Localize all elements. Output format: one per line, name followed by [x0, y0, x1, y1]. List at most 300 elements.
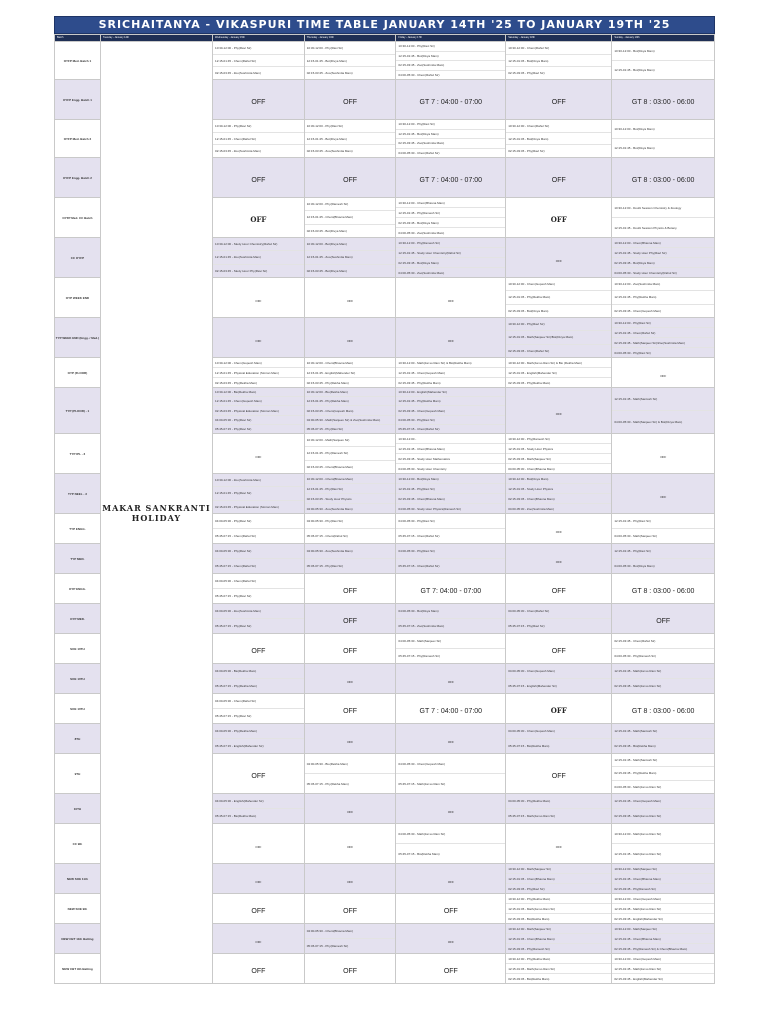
off-cell [506, 544, 612, 574]
class-slot: 12:15-01:45 - Phy(Ravi Sir) [213, 487, 304, 500]
class-slot: 02:15-03:45 - English(Mahender Sir) [614, 976, 663, 981]
batch-name: OYFP Med. Batch 1 [55, 42, 101, 80]
class-slot: 12:15-01:45 - English(Mahender Sir) [305, 368, 396, 378]
class-slot: 04:00-05:30 - Zoo(Sushmita Mam) [213, 604, 304, 619]
off-cell [612, 694, 715, 724]
class-slot: 02:15-03:45 - Phy(Rekha Mam) [612, 767, 714, 780]
class-slot: 02:15-03:45 - Phy(Rekha Mam) [508, 380, 551, 385]
schedule-cell [213, 474, 305, 514]
schedule-cell [304, 42, 396, 80]
class-slot: 12:15-01:45 - Chem(Rahul Sir) [213, 55, 304, 68]
class-slot: 04:00-05:30 - Phy(Ramesh Sir) [614, 654, 656, 658]
off-cell [612, 80, 715, 120]
off-label: OFF [347, 844, 354, 849]
schedule-cell [213, 358, 305, 388]
column-header: Wednesday - January 15th [213, 35, 305, 42]
off-cell [304, 864, 396, 894]
off-cell [612, 358, 715, 388]
class-slot: 02:15-03:45 - Bio(Rekha Mam) [614, 744, 656, 748]
schedule-cell [506, 434, 612, 474]
schedule-cell [506, 924, 612, 954]
class-slot: 10:30-12:00 - Chem(Bhavna Mam) [396, 198, 505, 208]
class-slot: 04:00-05:30 - Phy(Ravi Sir) [396, 416, 505, 425]
off-label: OFF [555, 529, 562, 534]
column-header: Friday - January 17th [396, 35, 506, 42]
batch-name: 9TH [55, 754, 101, 794]
class-slot: 05:45-07:15 - Chem(Rahul Sir) [215, 564, 257, 568]
off-cell [506, 694, 612, 724]
schedule-cell [612, 954, 715, 984]
off-label: OFF [555, 559, 562, 564]
schedule-cell [396, 388, 506, 434]
class-slot: 02:15-03:45 - Chem(Bhavna Mam) [306, 464, 354, 469]
class-slot: 12:15-01:45 - Chem(Bhavna Mam) [305, 211, 396, 224]
class-slot: 12:15-01:45 - Phy(Rekha Mam) [305, 397, 396, 406]
schedule-cell [506, 864, 612, 894]
schedule-cell [304, 544, 396, 574]
class-slot: 02:15-03:45 - Chem(Bhavna Mam) [506, 494, 611, 504]
class-slot: 12:15-01:45 - Math(Jai so Ram Sir) [612, 664, 714, 679]
class-slot: 02:15-03:45 - Chem(Bhavna Mam) [396, 494, 505, 504]
schedule-cell [612, 120, 715, 158]
off-cell [304, 574, 396, 604]
off-cell [213, 278, 305, 318]
class-slot: 12:15-01:45 - Bot(Divya Mam) [614, 146, 655, 150]
class-slot: 12:15-01:45 - Phy(Ramesh Sir) [305, 447, 396, 460]
off-cell [612, 604, 715, 634]
class-slot: 04:00-05:30 - Chem(Rahul Sir) [213, 574, 304, 589]
off-label: OFF [551, 176, 566, 184]
class-slot: 04:00-05:30 - Phy(Ravi Sir) [396, 544, 505, 559]
class-slot: 02:15-03:45 - Phy(Rekha Mam) [398, 380, 441, 385]
class-slot: 12:15-01:45 - Doubt Session Physics & Botany [614, 225, 677, 230]
class-slot: 02:15-03:45 - Phy(Ravi Sir) [508, 886, 545, 891]
off-cell [612, 474, 715, 514]
class-slot: 10:30-12:00 - Math(Jai so Ram Sir) [612, 824, 714, 844]
off-cell [213, 634, 305, 664]
class-slot: 10:30-12:00 - Math(Jai so Ram Sir) & Bio (Rekha Mam) [506, 358, 611, 368]
off-label: OFF [343, 176, 358, 184]
off-label: OFF [447, 739, 454, 744]
class-slot: 05:45-07:15 - Bio(Rekha Mam) [508, 744, 550, 748]
class-slot: 10:30-12:00 - Phy(Ramesh Sir) [396, 238, 505, 248]
class-slot: 10:30-12:00 - Chem(Gopesh Mam) [612, 894, 714, 904]
schedule-cell [506, 664, 612, 694]
class-slot: 12:15-01:45 - Chem(Gopesh Mam) [213, 397, 304, 406]
class-slot: 04:00-05:30 - Chem(Rahul Sir) [398, 150, 440, 155]
off-label: OFF [343, 98, 358, 106]
off-cell [213, 754, 305, 794]
off-cell [304, 318, 396, 358]
class-slot: 12:15-01:45 - Phy(Rekha Mam) [612, 291, 714, 304]
class-slot: 02:15-03:45 - Phy(Ramesh Sir) & Chem(Bhavna Mam) [614, 946, 688, 951]
off-label: OFF [347, 739, 354, 744]
class-slot: 10:30-12:00 - Phy(Ravi Sir) [305, 42, 396, 55]
off-cell [506, 388, 612, 434]
class-slot: 10:30-12:00 - Bot(Divya Mam) [612, 120, 714, 139]
class-slot: 12:15-01:45 - Chem(Rahul Sir) [213, 133, 304, 146]
off-label: GT 8 : 03:00 - 06:00 [631, 707, 695, 715]
class-slot: 12:15-01:45 - Chem(Bhavna Mam) [506, 934, 611, 944]
schedule-cell [213, 794, 305, 824]
class-slot: 12:15-01:45 - Math(Santosh Sir) [612, 388, 714, 411]
class-slot: 12:15-01:45 - Study Hour Physics [506, 444, 611, 454]
schedule-cell [304, 388, 396, 434]
class-slot: 12:15-01:45 - Study Hour Physics [506, 484, 611, 494]
off-cell [396, 894, 506, 924]
class-slot: 02:15-03:45 - Math(Jai so Ram Sir) [614, 684, 662, 688]
schedule-cell [304, 120, 396, 158]
class-slot: 12:15-01:45 - Math(Santosh Sir) [612, 724, 714, 739]
class-slot: 02:15-03:45 - Chem(Gopesh Mam) [396, 406, 505, 415]
schedule-cell [213, 514, 305, 544]
schedule-cell [396, 824, 506, 864]
class-slot: 10:30-12:00 - Bio(Rekha Mam) [305, 388, 396, 397]
off-cell [213, 158, 305, 198]
schedule-cell [506, 474, 612, 514]
schedule-cell [304, 434, 396, 474]
schedule-cell [396, 604, 506, 634]
off-label: OFF [443, 967, 458, 975]
off-label: OFF [443, 907, 458, 915]
schedule-cell [612, 278, 715, 318]
off-label: GT 7 : 04:00 - 07:00 [419, 98, 483, 106]
off-label: OFF [347, 338, 354, 343]
schedule-cell [506, 358, 612, 388]
class-slot: 12:15-01:45 - Phy(Ramesh Sir) [396, 208, 505, 218]
off-label: OFF [255, 454, 262, 459]
off-cell [506, 514, 612, 544]
off-label: OFF [551, 647, 566, 655]
schedule-cell [396, 198, 506, 238]
schedule-cell [506, 278, 612, 318]
batch-name: TYP IPL - 3 [55, 434, 101, 474]
class-slot: 02:15-03:45 - Chem(Rahul Sir) [508, 348, 550, 353]
batch-name: OYP MED. [55, 604, 101, 634]
class-slot: 10:30-12:00 - Phy(Ravi Sir) [612, 318, 714, 328]
class-slot: 02:15-03:45 - Math(Sanjeev Sir) [506, 454, 611, 464]
batch-name: NEW SOE 9th [55, 894, 101, 924]
class-slot: 10:30-12:00 - Phy(Ravi Sir) [213, 120, 304, 133]
class-slot: 04:00-05:30 - Math(Sanjeev Sir) & Bot(Divya Mam) [614, 420, 683, 424]
schedule-cell [506, 42, 612, 80]
class-slot: 10:30-12:00 - Bot(Divya Mam) [396, 474, 505, 484]
off-label: OFF [343, 967, 358, 975]
class-slot: 10:30-12:00 - Zoo(Sushmita Mam) [213, 474, 304, 487]
off-cell [396, 80, 506, 120]
schedule-cell [396, 754, 506, 794]
schedule-cell [304, 754, 396, 794]
off-label: OFF [447, 879, 454, 884]
class-slot: 04:00-05:30 - Math(Jai so Ram Sir) [614, 784, 662, 789]
schedule-cell [506, 604, 612, 634]
class-slot: 12:15-01:45 - Math(Jai so Ram Sir) [506, 904, 611, 914]
class-slot: 02:15-03:45 - Phy(Ramesh Sir) [508, 946, 550, 951]
class-slot: 10:30-12:00 - Bot(Divya Mam) [612, 42, 714, 61]
class-slot: 05:45-07:15 - Phy(Ravi Sir) [306, 564, 344, 568]
off-label: GT 8 : 03:00 - 06:00 [631, 176, 695, 184]
batch-name: OYFP Med. Batch 2 [55, 120, 101, 158]
batch-name: TYP NEEL - 3 [55, 474, 101, 514]
schedule-cell [612, 794, 715, 824]
off-label: OFF [550, 214, 567, 224]
class-slot: 10:30-12:00 - Chem(Gopesh Mam) [506, 278, 611, 291]
class-slot: 04:00-05:30 - English(Mahender Sir) [213, 794, 304, 809]
class-slot: 04:00-05:30 - Phy(Ravi Sir) [305, 514, 396, 529]
class-slot: 10:30-12:00 - Math(Sanjeev Sir) [506, 924, 611, 934]
class-slot: 02:15-03:45 - Zoo(Sushmita Mam) [396, 61, 505, 71]
off-cell [304, 824, 396, 864]
class-slot: 10:30-12:00 - Chem(Gopesh Mam) [213, 358, 304, 368]
class-slot: 05:45-07:15 - Chem(Rahul Sir) [398, 564, 440, 568]
off-cell [396, 694, 506, 724]
class-slot: 05:45-07:15 - Phy(Ravi Sir) [215, 426, 252, 431]
off-label: OFF [447, 679, 454, 684]
off-label: OFF [550, 705, 567, 715]
class-slot: 10:30-12:00 - Phy(Ravi Sir) [396, 120, 505, 130]
off-label: OFF [251, 967, 266, 975]
schedule-cell [213, 604, 305, 634]
batch-name: TYP WEEK END (Engg. / Med.) [55, 318, 101, 358]
class-slot: 02:15-03:45 - English(Mahender Sir) [614, 916, 663, 921]
class-slot: 12:15-01:45 - Zoo(Sushmita Mam) [305, 251, 396, 264]
class-slot: 04:00-05:30 - Zoo(Sushmita Mam) [398, 230, 445, 235]
class-slot: 02:15-03:45 - Chem(Gopesh Mam) [305, 406, 396, 415]
class-slot: 04:00-05:30 - Chem(Gopesh Mam) [396, 754, 505, 774]
off-label: OFF [251, 98, 266, 106]
batch-name: OYFP Med. CC Batch [55, 198, 101, 238]
class-slot: 04:00-05:30 - Bot(Divya Mam) [396, 604, 505, 619]
class-slot: 12:15-01:45 - Chem(Bhavna Mam) [506, 874, 611, 884]
class-slot: 04:00-05:30 - Math(Jai so Ram Sir) [396, 824, 505, 844]
class-slot: 12:15-01:45 - Math(Jai so Ram Sir) [612, 964, 714, 974]
class-slot: 02:15-03:45 - Bot(Divya Mam) [396, 218, 505, 228]
class-slot: 05:45-07:15 - Chem(Rahul Sir) [215, 534, 257, 538]
timetable-grid [54, 34, 715, 984]
class-slot: 10:30-12:00 - Math(Sanjeev Sir) [305, 434, 396, 447]
off-label: OFF [343, 587, 358, 595]
off-cell [396, 724, 506, 754]
batch-name: SOE 10TH [55, 694, 101, 724]
class-slot: 05:45-07:15 - Bio(Rekha Mam) [398, 851, 440, 856]
column-header: Thursday - January 16th [304, 35, 396, 42]
batch-name: SOE 10TH [55, 664, 101, 694]
off-cell [396, 574, 506, 604]
off-cell [304, 278, 396, 318]
batch-name: SOE 10TH [55, 634, 101, 664]
schedule-cell [213, 574, 305, 604]
class-slot: 12:15-01:45 - Chem(Rahul Sir) [612, 328, 714, 338]
class-slot: 04:00-05:30 - Phy(Ravi Sir) [213, 544, 304, 559]
class-slot: 04:00-05:30 - Chem(Bhavna Mam) [305, 924, 396, 939]
off-cell [213, 864, 305, 894]
class-slot: 12:15-01:45 - Study Hour Phy(Ravi Sir) [612, 248, 714, 258]
off-cell [396, 864, 506, 894]
off-cell [304, 604, 396, 634]
schedule-cell [612, 664, 715, 694]
class-slot: 10:30-12:00 - Study Hour Chemistry(Rahul Sir) [213, 238, 304, 251]
class-slot: 05:45-07:15 - English(Mahender Sir) [215, 744, 264, 748]
off-label: OFF [447, 809, 454, 814]
batch-name: 8TH [55, 724, 101, 754]
schedule-cell [213, 42, 305, 80]
class-slot: 05:45-07:15 - Phy(Ravi Sir) [508, 624, 545, 628]
class-slot: 12:15-01:45 - Math(Sanjeev Sir)/Bot(Divya Mam) [506, 331, 611, 344]
class-slot: 04:00-05:30 - Chem(Rahul Sir) [398, 72, 440, 77]
off-cell [396, 794, 506, 824]
off-cell [506, 634, 612, 664]
off-label: OFF [551, 587, 566, 595]
class-slot: 04:00-05:30 - Bio(Rekha Mam) [213, 664, 304, 679]
batch-name: OYP WEEK END [55, 278, 101, 318]
schedule-cell [612, 754, 715, 794]
off-cell [304, 634, 396, 664]
class-slot: 12:15-01:45 - Math(Santosh Sir) [612, 754, 714, 767]
class-slot: 02:15-03:45 - Study Hour Phy(Ravi Sir) [215, 268, 268, 273]
class-slot: 10:30-12:00 - Phy(Ramesh Sir) [305, 198, 396, 211]
off-label: OFF [447, 298, 454, 303]
class-slot: 10:30-12:00 - Phy(Ramesh Sir) [506, 434, 611, 444]
class-slot: 04:00-05:30 - Zoo(Sushmita Mam) [508, 506, 555, 511]
class-slot: 12:15-01:45 - Math(Jai so Ram Sir) [506, 964, 611, 974]
off-cell [304, 158, 396, 198]
class-slot: 10:30-12:00 - Bot(Divya Mam) [305, 238, 396, 251]
off-label: OFF [251, 907, 266, 915]
batch-name: CC OYFP [55, 238, 101, 278]
schedule-cell [506, 318, 612, 358]
class-slot: 10:30-12:00 - Phy(Ravi Sir) [213, 42, 304, 55]
off-label: OFF [555, 258, 562, 263]
schedule-cell [396, 544, 506, 574]
class-slot: 10:30-12:00 - Chem(Rahul Sir) [506, 42, 611, 55]
schedule-cell [396, 514, 506, 544]
class-slot: 04:00-05:30 - Study Hour Chemistry(Rahul Sir) [614, 270, 677, 275]
class-slot: 05:45-07:15 - Phy(Ramesh Sir) [398, 654, 440, 658]
off-label: OFF [347, 809, 354, 814]
batch-name: TYP MED. [55, 544, 101, 574]
class-slot: 04:00-05:30 - Chem(Bhavna Mam) [508, 466, 555, 471]
holiday-label: MAKAR SANKRANTI HOLIDAY [100, 42, 212, 984]
class-slot: 12:15-01:45 - Bot(Divya Mam) [396, 130, 505, 140]
class-slot: 12:15-01:45 - Bot(Divya Mam) [305, 55, 396, 68]
class-slot: 04:00-05:30 - Zoo(Sushmita Mam) [398, 270, 445, 275]
off-cell [396, 318, 506, 358]
off-cell [506, 238, 612, 278]
class-slot: 02:15-03:45 - Phy(Ravi Sir) [508, 71, 545, 76]
class-slot: 04:00-05:30 - Bio(Rekha Mam) [305, 754, 396, 774]
batch-name: 10TH [55, 794, 101, 824]
class-slot: 02:15-03:45 - Bot(Divya Mam) [508, 308, 549, 313]
off-label: OFF [255, 338, 262, 343]
batch-name: CC 9th [55, 824, 101, 864]
off-label: OFF [555, 844, 562, 849]
class-slot: 04:00-05:30 - Study Hour Chemistry [398, 466, 447, 471]
off-label: OFF [660, 373, 667, 378]
off-label: OFF [551, 98, 566, 106]
class-slot: 10:30-12:00 - [396, 434, 505, 444]
schedule-cell [612, 318, 715, 358]
class-slot: 12:15-01:45 - Chem(Gopesh Mam) [396, 368, 505, 378]
off-cell [612, 574, 715, 604]
schedule-cell [213, 120, 305, 158]
class-slot: 04:00-05:30 - Chem(Rahul Sir) [213, 694, 304, 709]
batch-name: OYP (FLOOR) [55, 358, 101, 388]
batch-name: OYP ENGG. [55, 574, 101, 604]
off-cell [304, 724, 396, 754]
off-cell [213, 80, 305, 120]
batch-name: TYP (PLOOR) - 1 [55, 388, 101, 434]
class-slot: 10:30-12:00 - Math(Sanjeev Sir) [612, 864, 714, 874]
class-slot: 02:15-03:45 - Phy(Ravi Sir) [508, 149, 545, 154]
class-slot: 05:45-07:15 - Phy(Rekha Mam) [215, 684, 258, 688]
off-cell [304, 694, 396, 724]
class-slot: 12:15-01:45 - Zoo(Sushmita Mam) [213, 251, 304, 264]
class-slot: 02:15-03:45 - Zoo(Sushmita Mam) [215, 149, 261, 154]
class-slot: 04:00-05:30 - Chem(Gopesh Mam) [506, 724, 611, 739]
class-slot: 04:00-05:30 - Math(Sanjeev Sir) & Zoo(Sushmita Mam) [305, 416, 396, 425]
class-slot: 04:00-05:30 - Bot(Divya Mam) [614, 564, 655, 568]
class-slot: 05:45-07:15 - Chem(Rahul Sir) [398, 426, 440, 431]
schedule-cell [612, 238, 715, 278]
class-slot: 10:30-12:00 - Phy(Ravi Sir) [305, 120, 396, 133]
off-cell [506, 824, 612, 864]
schedule-cell [213, 694, 305, 724]
off-label: OFF [250, 214, 267, 224]
class-slot: 02:15-03:45 - Math(Jai so Ram Sir) [614, 814, 662, 818]
class-slot: 05:45-07:15 - Math(Jai so Ram Sir) [508, 814, 556, 818]
off-label: OFF [255, 939, 262, 944]
batch-name: OYFP Engg. Batch 1 [55, 80, 101, 120]
class-slot: 05:45-07:15 - English(Mahender Sir) [508, 684, 557, 688]
off-cell [506, 574, 612, 604]
off-label: OFF [343, 617, 358, 625]
class-slot: 02:15-03:45 - Zoo(Sushmita Mam) [396, 139, 505, 149]
off-label: OFF [347, 298, 354, 303]
class-slot: 12:15-01:45 - Chem(Bhavna Mam) [396, 444, 505, 454]
off-cell [396, 954, 506, 984]
class-slot: 02:15-03:45 - Zoo(Sushmita Mam) [306, 149, 353, 154]
schedule-cell [304, 474, 396, 514]
class-slot: 02:15-03:45 - Study Hour Physics [305, 494, 396, 504]
table-row [55, 42, 715, 80]
class-slot: 04:00-05:30 - Phy(Ravi Sir) [614, 350, 651, 355]
off-label: OFF [660, 494, 667, 499]
off-cell [304, 664, 396, 694]
off-cell [304, 794, 396, 824]
off-cell [396, 278, 506, 318]
schedule-cell [612, 388, 715, 434]
sheet-title: SRICHAITANYA - VIKASPURI TIME TABLE JANUARY 14TH '25 TO JANUARY 19TH '25 [54, 16, 715, 34]
class-slot: 05:45-07:15 - Phy(Rekha Mam) [306, 781, 349, 786]
class-slot: 02:15-03:45 - Zoo(Sushmita Mam) [215, 71, 261, 76]
batch-name: OYFP Engg. Batch 2 [55, 158, 101, 198]
off-label: GT 8 : 03:00 - 06:00 [631, 98, 695, 106]
class-slot: 02:15-03:45 - Bio(Rekha Mam) [508, 916, 550, 921]
off-cell [213, 954, 305, 984]
class-slot: 10:30-12:00 - English(Mahender Sir) [396, 388, 505, 397]
class-slot: 12:15-01:45 - Phy(Rekha Mam) [396, 397, 505, 406]
off-label: OFF [343, 647, 358, 655]
class-slot: 12:15-01:45 - Math(Jai so Ram Sir) [612, 904, 714, 914]
class-slot: 04:00-05:30 - Study Hour Physics(Ramesh Sir) [398, 506, 461, 511]
class-slot: 05:45-07:15 - Phy(Ravi Sir) [306, 426, 344, 431]
schedule-cell [396, 120, 506, 158]
batch-name: TYP ENGG. [55, 514, 101, 544]
class-slot: 12:15-01:45 - Phy(Ravi Sir) [612, 544, 714, 559]
column-header: Saturday - January 18th [506, 35, 612, 42]
off-label: OFF [343, 907, 358, 915]
class-slot: 12:15-01:45 - Phy(Ravi Sir) [305, 484, 396, 494]
